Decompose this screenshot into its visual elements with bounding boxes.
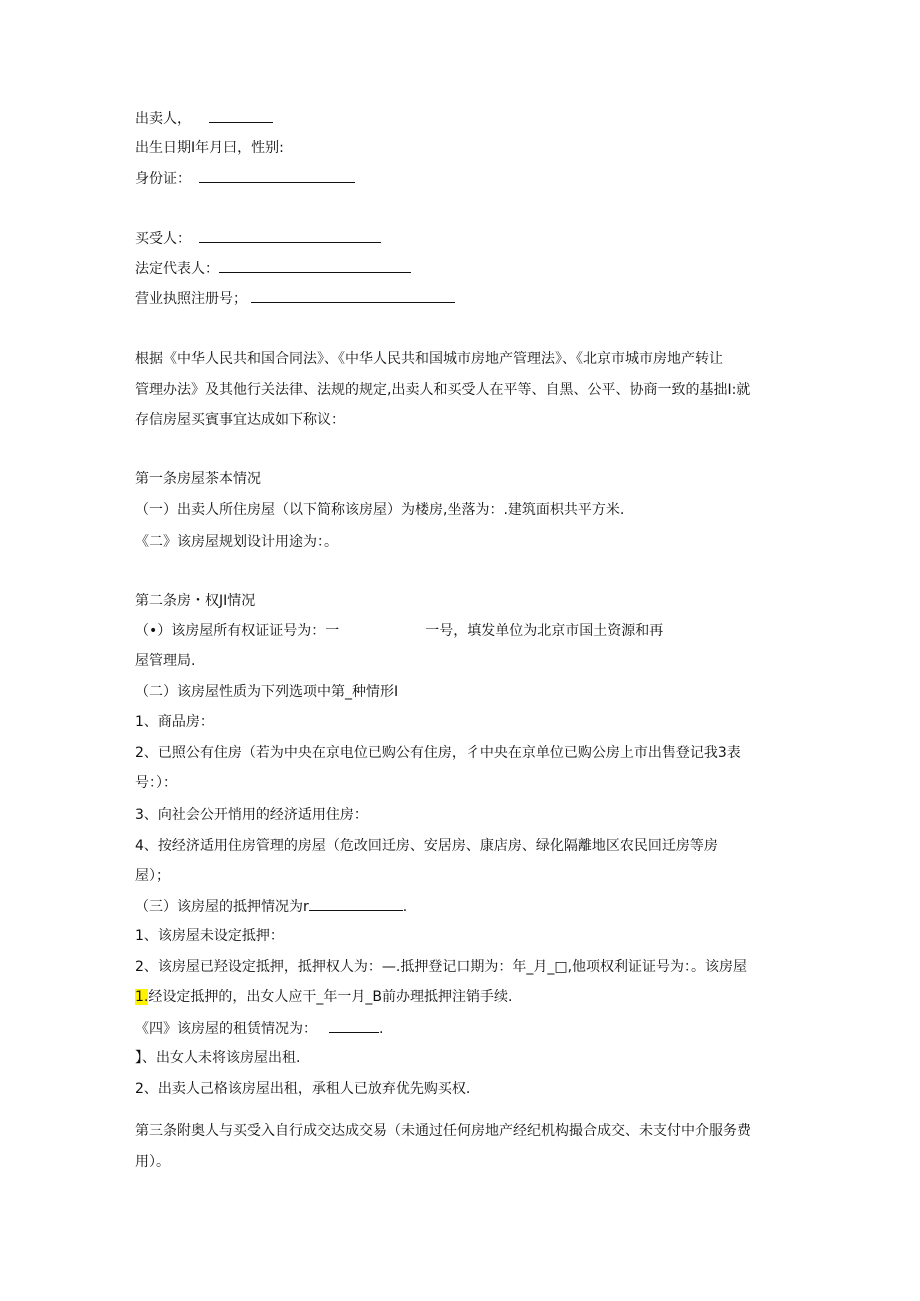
article-2-item-1 (135, 621, 663, 641)
mortgage-end: . (402, 899, 408, 915)
seller-blank (209, 108, 273, 123)
id-blank (199, 168, 355, 183)
mortgage-label: （三）该房屋的抵押情况为r (135, 899, 309, 915)
article-2-title: 第二条房・权JI情况 (135, 593, 256, 609)
mortgage-option-1: 1、该房屋未设定抵押： (135, 928, 284, 944)
article-3-line-1: 第三条附奥人与买受入自行成交达成交易（未通过任何房地产经纪机构撮合成交、未支付中介服务费 (135, 1123, 751, 1139)
preamble-line-1: 根据《中华人民共和国合同法》、《中华人民共和国城市房地产管理法》、《北京市城市房地产转让 (135, 351, 723, 367)
article-2-item-3 (135, 896, 407, 917)
license-line (135, 288, 455, 309)
legal-rep-line (135, 258, 411, 279)
article-1-title: 第一条房屋茶本情况 (135, 471, 261, 487)
id-label: 身份证： (135, 171, 191, 187)
article-3-line-2: 用）。 (135, 1154, 170, 1170)
lease-option-2: 2、出卖人己格该房屋出租，承租人已放弃优先购买权. (135, 1081, 471, 1097)
buyer-blank (199, 228, 381, 243)
mortgage-blank (309, 896, 403, 911)
license-blank (251, 288, 455, 303)
lease-label: 《四》该房屋的租赁情况为： (135, 1021, 317, 1037)
article-1-item-1: （一）出卖人所住房屋（以下简称该房屋）为楼房,坐落为：.建筑面枳共平方米. (135, 502, 625, 518)
buyer-line (135, 228, 381, 249)
article-1-item-2: 《二》该房屋规划设计用途为：。 (135, 534, 338, 550)
option-1: 1、商品房： (135, 714, 214, 730)
legal-rep-label: 法定代表人： (135, 261, 219, 277)
mortgage-option-2-cont (135, 987, 512, 1007)
seller-line (135, 108, 273, 129)
option-4-cont: 屋）； (135, 868, 170, 884)
license-label: 营业执照注册号； (135, 291, 247, 307)
article-2-item-2: （二）该房屋性质为下列选项中第_种情形I (135, 684, 399, 700)
article-2-item-1-part-b: 一号，填发单位为北京市国土资源和再 (425, 623, 664, 639)
article-2-item-1-cont: 屋管理局. (135, 653, 196, 669)
option-4: 4、按经济适用住房管理的房屋（危改回迁房、安居房、康店房、绿化隔離地区农民回迁房等房 (135, 838, 718, 854)
seller-label: 出卖人， (135, 111, 191, 127)
legal-rep-blank (219, 258, 411, 273)
highlighted-text: 1. (135, 989, 149, 1005)
lease-end: . (379, 1021, 384, 1037)
option-2-cont: 号：）： (135, 775, 177, 791)
article-2-item-1-part-a: （•）该房屋所有权证证号为：一 (135, 623, 340, 639)
preamble-line-3: 存信房屋买賓事宜达成如下称议： (135, 412, 345, 428)
option-3: 3、向社会公开悄用的经济适用住房： (135, 807, 368, 823)
buyer-label: 买受人： (135, 231, 191, 247)
option-2: 2、已照公有住房（若为中央在京电位已购公有住房，彳中央在京单位已购公房上市出售登记我3表 (135, 745, 741, 761)
preamble-line-2: 管理办法》及其他行关法律、法规的规定,出卖人和买受人在平等、自黑、公平、协商一致的基拙I:就 (135, 382, 751, 398)
birth-line: 出生日期I年月曰，性别: (135, 140, 284, 156)
mortgage-option-2: 2、该房屋已羟设定抵押，抵押权人为：—.抵押登记口期为：年_月_□,他项权利证证号为：。该房屋 (135, 959, 748, 975)
lease-option-1: 】、出女人未将该房屋出租. (135, 1050, 301, 1066)
id-line (135, 168, 355, 189)
mortgage-option-2-rest: 经设定抵押的，出女人应干_年一月_B前办理抵押注销手续. (148, 989, 513, 1005)
lease-blank (329, 1018, 379, 1033)
article-2-item-4 (135, 1018, 383, 1039)
